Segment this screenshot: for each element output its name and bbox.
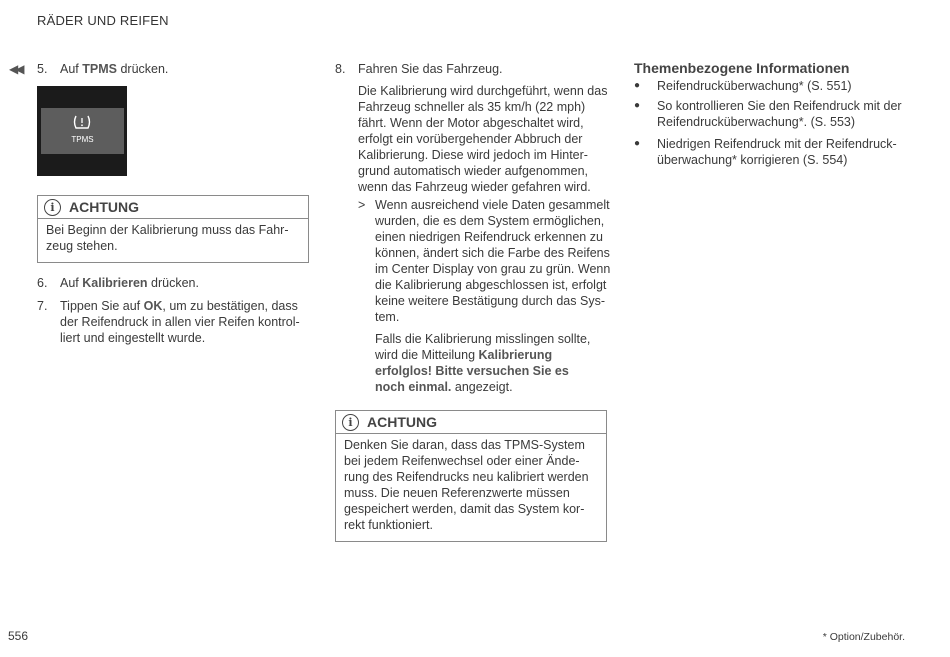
bullet-icon: ● [634, 80, 641, 91]
warning-text: Denken Sie daran, dass das TPMS-System bei jedem Reifenwechsel oder einer Ände- rung des Reifendrucks neu kalibriert werden muss. Die neuen Referenzwerte müssen gespeichert werden, damit das System kor- rekt funktioniert. [344, 438, 589, 532]
page-number: 556 [8, 629, 29, 643]
tpms-label: TPMS [71, 135, 94, 144]
tpms-tire-icon [72, 115, 92, 129]
tpms-button[interactable] [41, 108, 124, 154]
tpms-screen-image [37, 86, 127, 176]
section-header: RÄDER UND REIFEN [37, 13, 169, 28]
tpms-button-ref: TPMS [82, 62, 117, 76]
ok-button-ref: OK [143, 299, 163, 313]
calibration-paragraph: Die Kalibrierung wird durchgeführt, wenn das Fahrzeug schneller als 35 km/h (22 mph) fährt. Wenn der Motor abgeschaltet wird, erfolgt ein vorübergehender Abbruch der Kalibrierung. Diese wird jedoch im Hinter- grund automatisch wieder aufgenommen, wenn das Fahrzeug wieder gefahren wird. [358, 84, 608, 194]
warning-header [38, 196, 308, 219]
bullet-icon: ● [634, 100, 641, 111]
info-icon: i [342, 414, 359, 431]
bullet-icon: ● [634, 138, 641, 149]
warning-title: ACHTUNG [69, 199, 139, 215]
warning-title: ACHTUNG [367, 414, 437, 430]
double-left-arrow-icon[interactable]: ◀◀ [9, 62, 22, 76]
warning-text: Bei Beginn der Kalibrierung muss das Fahr- zeug stehen. [46, 223, 289, 253]
warning-box-2 [335, 410, 607, 542]
footnote: * Option/Zubehör. [822, 631, 905, 643]
warning-header [336, 411, 606, 434]
info-icon: i [44, 199, 61, 216]
related-title: Themenbezogene Informationen [634, 60, 850, 76]
kalibrieren-button-ref: Kalibrieren [82, 276, 148, 290]
warning-box-1 [37, 195, 309, 263]
result-arrow-icon: > [358, 198, 366, 212]
fail-paragraph: Falls die Kalibrierung misslingen sollte, wird die Mitteilung Kalibrierung erfolglos! Bitte versuchen Sie es noch einmal. angezeigt. [375, 332, 591, 394]
